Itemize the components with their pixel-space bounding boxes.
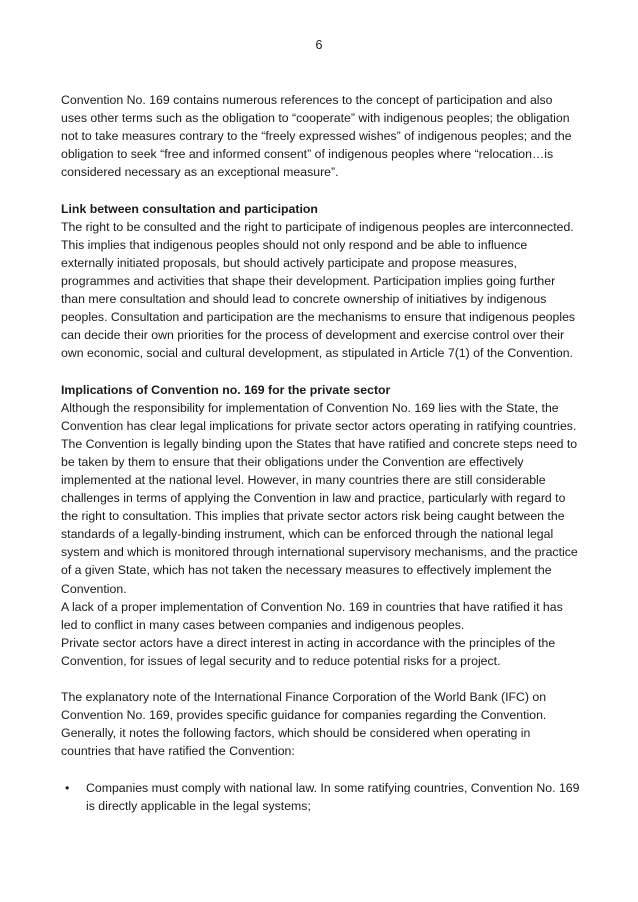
paragraph-spacer [61,362,581,380]
ifc-paragraph: The explanatory note of the International Finance Corporation of the World Bank (IFC) on Convention No. 169, provides specific guidance for companies regarding the Convention. Generally, it notes the following factors, which should be considered when operating in countries that have ratified the Convention: [61,690,547,759]
paragraph-spacer [61,760,581,778]
list-item [61,779,581,815]
guidance-bullet-list [61,779,581,815]
section-heading-link: Link between consultation and participation [61,201,318,216]
page-content [61,91,581,815]
link-paragraph: The right to be consulted and the right to participate of indigenous peoples are interconnected. This implies that indigenous peoples should not only respond and be able to influence externally initiated proposals, but should actively participate and propose measures, programmes and activities that shape their development. Participation implies going further than mere consultation and should lead to concrete ownership of initiatives by indigenous peoples. Consultation and participation are the mechanisms to ensure that indigenous peoples can decide their own priorities for the process of development and exercise control over their own economic, social and cultural development, as stipulated in Article 7(1) of the Convention. [61,219,576,361]
bullet-icon: • [65,780,70,795]
bullet-text: Companies must comply with national law. In some ratifying countries, Convention No. 169 is directly applicable in the legal systems; [86,780,580,813]
intro-paragraph: Convention No. 169 contains numerous references to the concept of participation and also uses other terms such as the obligation to “cooperate” with indigenous peoples; the obligation not to take measures contrary to the “freely expressed wishes” of indigenous peoples; and the obligation to seek “free and informed consent” of indigenous peoples where “relocation…is considered necessary as an exceptional measure”. [61,93,572,180]
section-heading-private-sector: Implications of Convention no. 169 for the private sector [61,382,391,397]
paragraph-spacer [61,181,581,199]
private-sector-paragraph-3: Private sector actors have a direct interest in acting in accordance with the principles of the Convention, for issues of legal security and to reduce potential risks for a project. [61,635,556,668]
paragraph-spacer [61,670,581,688]
page-number: 6 [315,38,323,52]
private-sector-paragraph-2: A lack of a proper implementation of Convention No. 169 in countries that have ratified it has led to conflict in many cases between companies and indigenous peoples. [61,599,563,632]
private-sector-paragraph-1: Although the responsibility for implementation of Convention No. 169 lies with the State, the Convention has clear legal implications for private sector actors operating in ratifying countries. The Convention is legally binding upon the States that have ratified and concrete steps need to be taken by them to ensure that their obligations under the Convention are effectively implemented at the national level. However, in many countries there are still considerable challenges in terms of applying the Convention in law and practice, particularly with regard to the right to consultation. This implies that private sector actors risk being caught between the standards of a legally-binding instrument, which can be enforced through the national legal system and which is monitored through international supervisory mechanisms, and the practice of a given State, which has not taken the necessary measures to effectively implement the Convention. [61,400,578,596]
